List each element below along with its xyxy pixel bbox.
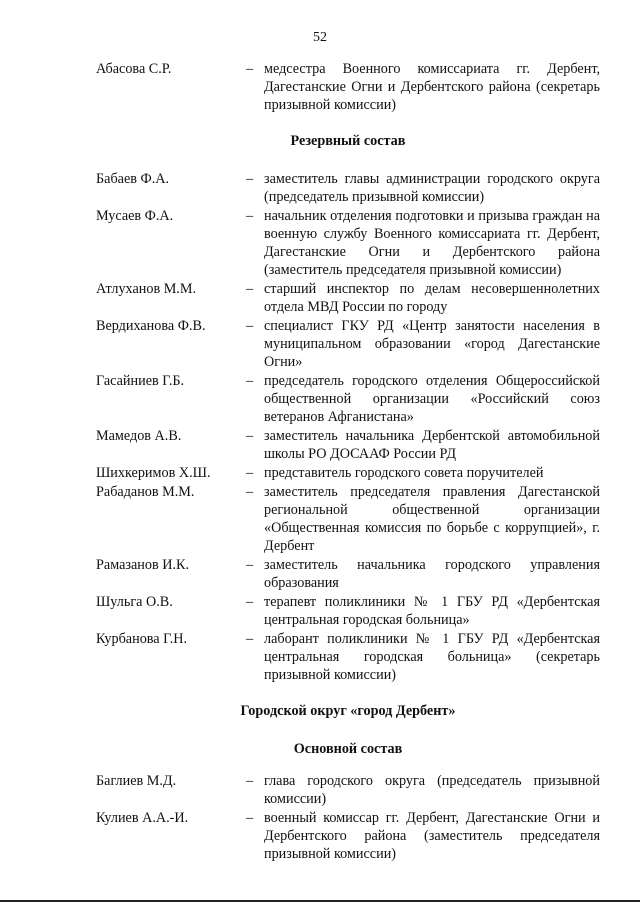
member-position: заместитель председателя правления Дагестанской региональной общественной организации «Общественная комиссия по борьбе с коррупцией», г. Дербент bbox=[264, 484, 600, 554]
member-position: заместитель главы администрации городского округа (председатель призывной комиссии) bbox=[264, 171, 600, 205]
member-position: старший инспектор по делам несовершеннолетних отдела МВД России по городу bbox=[264, 281, 600, 315]
list-item bbox=[96, 372, 600, 426]
list-item bbox=[96, 593, 600, 629]
list-item bbox=[96, 280, 600, 316]
dash: – bbox=[246, 61, 254, 77]
list-item bbox=[96, 464, 600, 482]
list-item bbox=[96, 427, 600, 463]
member-position: заместитель начальника Дербентской автомобильной школы РО ДОСААФ России РД bbox=[264, 428, 600, 462]
member-position: военный комиссар гг. Дербент, Дагестанские Огни и Дербентского района (заместитель председателя призывной комиссии) bbox=[264, 810, 600, 862]
list-item bbox=[96, 60, 600, 114]
dash: – bbox=[246, 465, 254, 481]
list-item bbox=[96, 317, 600, 371]
member-name: Рамазанов И.К. bbox=[96, 557, 190, 573]
dash: – bbox=[246, 208, 254, 224]
member-position: заместитель начальника городского управления образования bbox=[264, 557, 600, 591]
member-position: лаборант поликлиники № 1 ГБУ РД «Дербентская центральная городская больница» (секретарь призывной комиссии) bbox=[264, 631, 600, 683]
member-name: Мусаев Ф.А. bbox=[96, 208, 174, 224]
dash: – bbox=[246, 428, 254, 444]
member-name: Рабаданов М.М. bbox=[96, 484, 195, 500]
section-heading-district: Городской округ «город Дербент» bbox=[240, 703, 456, 719]
member-position: глава городского округа (председатель призывной комиссии) bbox=[264, 773, 600, 807]
dash: – bbox=[246, 594, 254, 610]
list-item bbox=[96, 556, 600, 592]
member-name: Бабаев Ф.А. bbox=[96, 171, 170, 187]
list-item bbox=[96, 772, 600, 808]
member-position: представитель городского совета поручителей bbox=[264, 465, 544, 481]
dash: – bbox=[246, 773, 254, 789]
member-position: председатель городского отделения Общероссийской общественной организации «Российский союз ветеранов Афганистана» bbox=[264, 373, 600, 425]
member-name: Вердиханова Ф.В. bbox=[96, 318, 206, 334]
list-item bbox=[96, 207, 600, 279]
dash: – bbox=[246, 281, 254, 297]
section-heading-main: Основной состав bbox=[293, 741, 403, 757]
section-heading-reserve: Резервный состав bbox=[290, 133, 406, 149]
member-name: Абасова С.Р. bbox=[96, 61, 172, 77]
dash: – bbox=[246, 557, 254, 573]
list-item bbox=[96, 630, 600, 684]
member-position: специалист ГКУ РД «Центр занятости населения в муниципальном образовании «город Дагестанские Огни» bbox=[264, 318, 600, 370]
reserve-list bbox=[96, 170, 600, 684]
member-position: медсестра Военного комиссариата гг. Дербент, Дагестанские Огни и Дербентского района (секретарь призывной комиссии) bbox=[264, 61, 600, 113]
member-name: Кулиев А.А.-И. bbox=[96, 810, 189, 826]
dash: – bbox=[246, 373, 254, 389]
list-item bbox=[96, 809, 600, 863]
member-name: Курбанова Г.Н. bbox=[96, 631, 188, 647]
member-name: Баглиев М.Д. bbox=[96, 773, 177, 789]
member-name: Гасайниев Г.Б. bbox=[96, 373, 185, 389]
scan-edge-line bbox=[0, 900, 640, 902]
dash: – bbox=[246, 631, 254, 647]
list-item bbox=[96, 483, 600, 555]
commission-list bbox=[96, 60, 600, 864]
member-position: терапевт поликлиники № 1 ГБУ РД «Дербентская центральная городская больница» bbox=[264, 594, 600, 628]
dash: – bbox=[246, 810, 254, 826]
member-name: Шульга О.В. bbox=[96, 594, 173, 610]
member-name: Шихкеримов Х.Ш. bbox=[96, 465, 211, 481]
dash: – bbox=[246, 484, 254, 500]
dash: – bbox=[246, 171, 254, 187]
member-name: Мамедов А.В. bbox=[96, 428, 182, 444]
list-item bbox=[96, 170, 600, 206]
page-number: 52 bbox=[313, 30, 327, 45]
main-list bbox=[96, 772, 600, 863]
dash: – bbox=[246, 318, 254, 334]
member-position: начальник отделения подготовки и призыва граждан на военную службу Военного комиссариата гг. Дербент, Дагестанские Огни и Дербентского района (заместитель председателя призывной комиссии) bbox=[264, 208, 600, 278]
member-name: Атлуханов М.М. bbox=[96, 281, 197, 297]
